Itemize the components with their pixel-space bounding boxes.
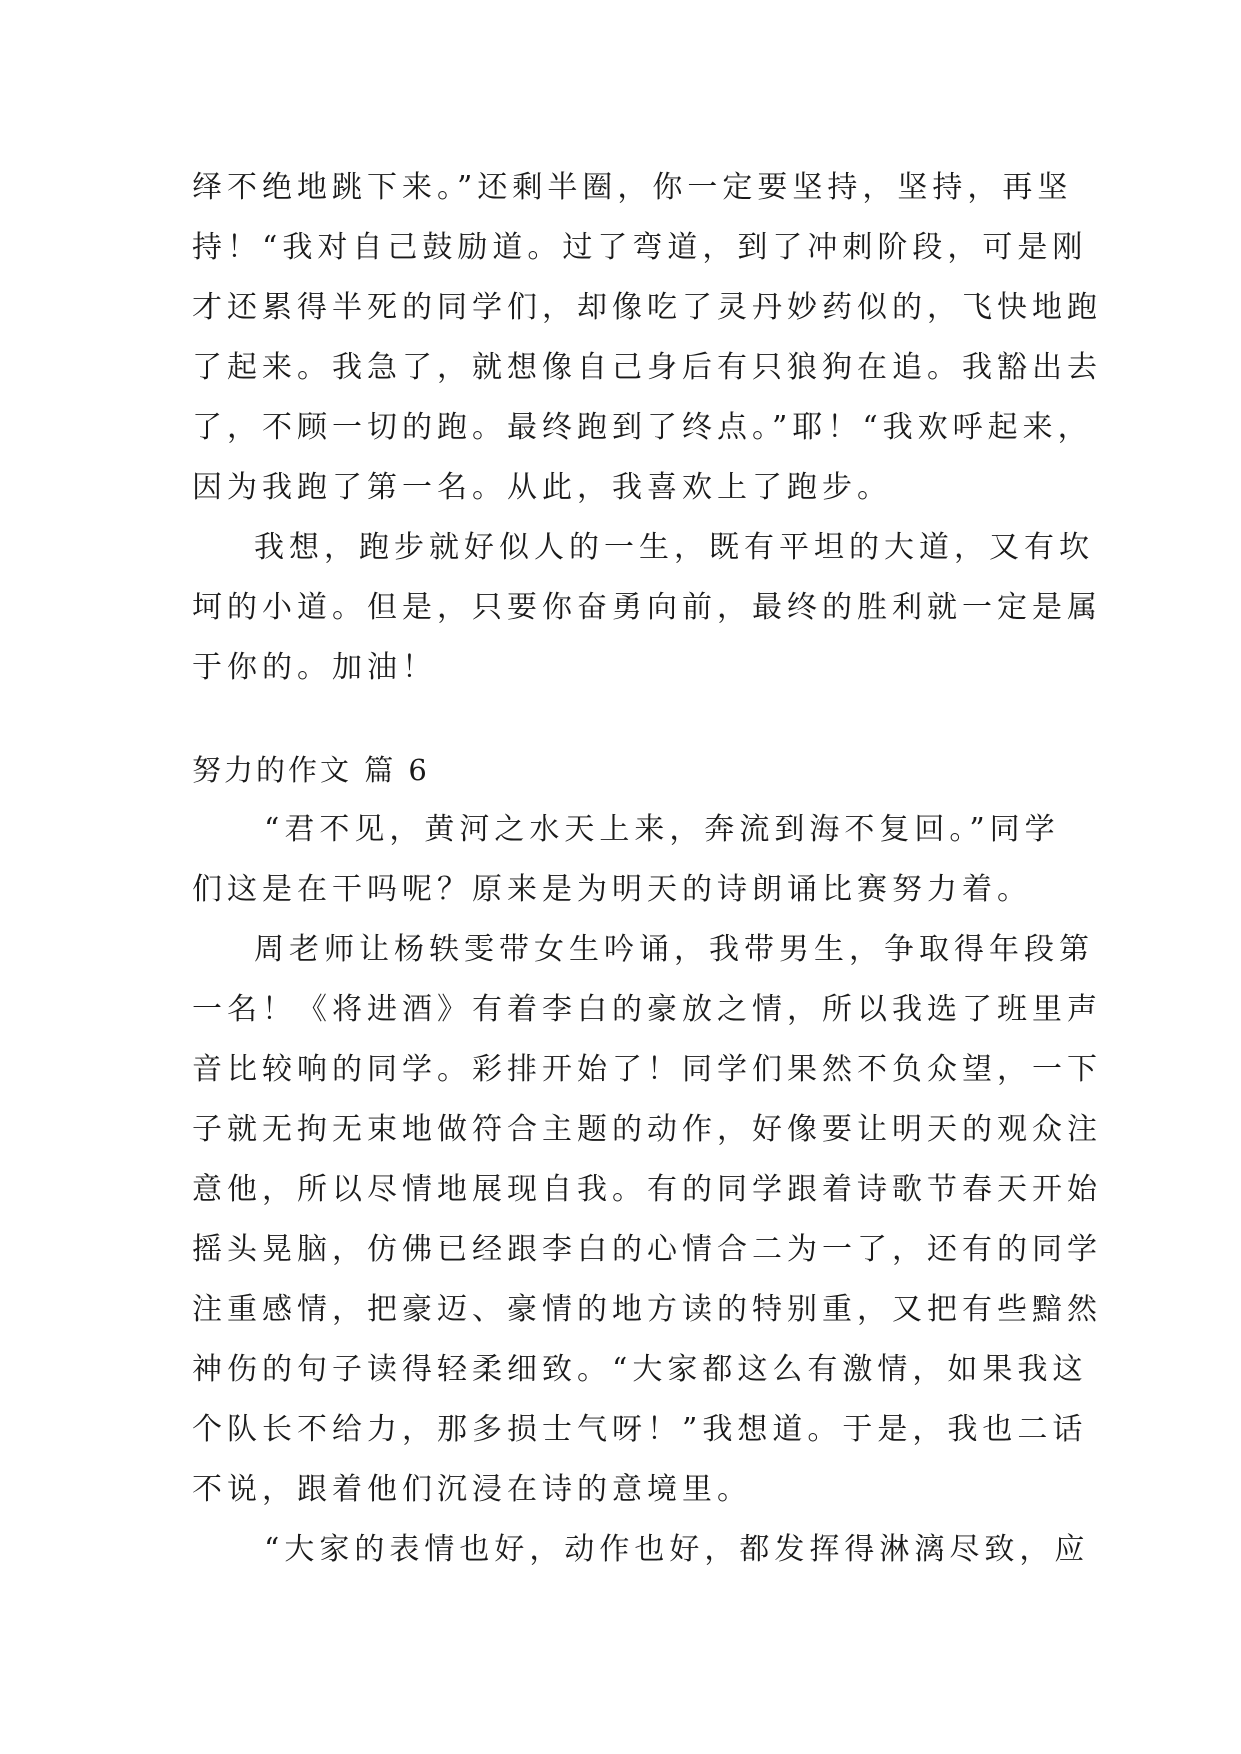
text-line: 意他，所以尽情地展现自我。有的同学跟着诗歌节春天开始 <box>192 1172 1102 1207</box>
text-line: 个队长不给力，那多损士气呀！”我想道。于是，我也二话 <box>192 1412 1088 1447</box>
text-line: 坷的小道。但是，只要你奋勇向前，最终的胜利就一定是属 <box>192 590 1102 625</box>
section-heading: 努力的作文 篇 6 <box>192 753 430 787</box>
paragraph-first-line: “君不见，黄河之水天上来，奔流到海不复回。”同学 <box>264 812 1060 847</box>
text-line: 于你的。加油！ <box>192 650 437 685</box>
paragraph-first-line: 我想，跑步就好似人的一生，既有平坦的大道，又有坎 <box>254 530 1094 565</box>
text-line: 音比较响的同学。彩排开始了！同学们果然不负众望，一下 <box>192 1052 1102 1087</box>
text-line: 们这是在干吗呢？原来是为明天的诗朗诵比赛努力着。 <box>192 872 1032 907</box>
text-line: 因为我跑了第一名。从此，我喜欢上了跑步。 <box>192 470 892 505</box>
text-line: 不说，跟着他们沉浸在诗的意境里。 <box>192 1472 752 1507</box>
text-line: 了起来。我急了，就想像自己身后有只狼狗在追。我豁出去 <box>192 350 1102 385</box>
text-line: 摇头晃脑，仿佛已经跟李白的心情合二为一了，还有的同学 <box>192 1232 1102 1267</box>
text-line: 才还累得半死的同学们，却像吃了灵丹妙药似的，飞快地跑 <box>192 290 1102 325</box>
text-line: 注重感情，把豪迈、豪情的地方读的特别重，又把有些黯然 <box>192 1292 1102 1327</box>
paragraph-first-line: 周老师让杨轶雯带女生吟诵，我带男生，争取得年段第 <box>254 932 1094 967</box>
text-line: 子就无拘无束地做符合主题的动作，好像要让明天的观众注 <box>192 1112 1102 1147</box>
text-line: 了，不顾一切的跑。最终跑到了终点。”耶！“我欢呼起来， <box>192 410 1093 445</box>
paragraph-first-line: “大家的表情也好，动作也好，都发挥得淋漓尽致，应 <box>264 1532 1090 1567</box>
text-line: 绎不绝地跳下来。”还剩半圈，你一定要坚持，坚持，再坚 <box>192 170 1073 205</box>
text-line: 神伤的句子读得轻柔细致。“大家都这么有激情，如果我这 <box>192 1352 1088 1387</box>
text-line: 持！“我对自己鼓励道。过了弯道，到了冲刺阶段，可是刚 <box>192 230 1088 265</box>
text-line: 一名！《将进酒》有着李白的豪放之情，所以我选了班里声 <box>192 992 1102 1027</box>
